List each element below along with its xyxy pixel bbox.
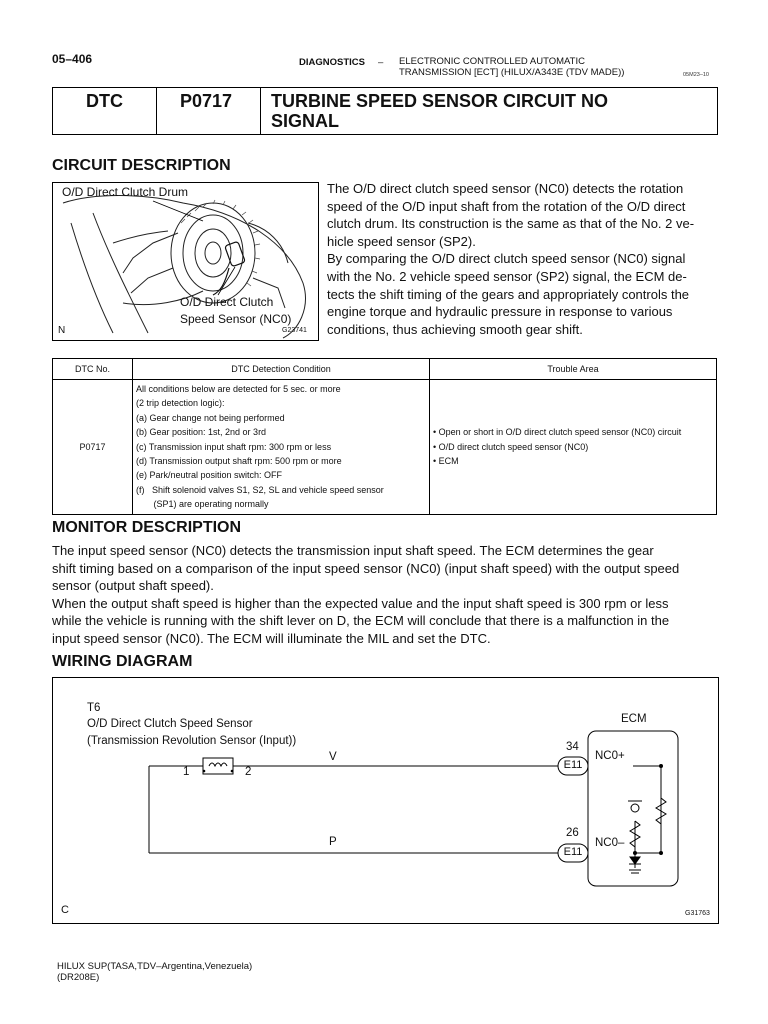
ecm-label: ECM <box>621 713 647 725</box>
table-header-row <box>53 359 717 380</box>
condition-line: (2 trip detection logic): <box>136 398 225 409</box>
diagram-figure-id: G31763 <box>685 910 710 917</box>
monitor-line: input speed sensor (NC0). The ECM will illuminate the MIL and set the DTC. <box>52 630 491 646</box>
dtc-title-line-2: SIGNAL <box>271 111 340 131</box>
monitor-line: The input speed sensor (NC0) detects the transmission input shaft speed. The ECM determines the gear <box>52 543 654 558</box>
monitor-description-heading: MONITOR DESCRIPTION <box>52 519 242 536</box>
header-trouble-area: Trouble Area <box>430 359 717 380</box>
signal-nc0-minus: NC0– <box>595 837 625 849</box>
dtc-title <box>263 88 717 134</box>
dtc-no-cell: P0717 <box>53 380 133 515</box>
monitor-description-text <box>52 542 722 648</box>
header-separator: – <box>378 57 384 68</box>
header-dtc-no: DTC No. <box>53 359 133 380</box>
dtc-title-line-1: TURBINE SPEED SENSOR CIRCUIT NO <box>271 91 609 111</box>
page-number: 05–406 <box>52 52 93 66</box>
monitor-line: while the vehicle is running with the shift lever on D, the ECM will conclude that there is a malfunction in the <box>52 613 670 629</box>
trouble-area-line: • O/D direct clutch speed sensor (NC0) <box>433 441 589 452</box>
condition-line: (d) Transmission output shaft rpm: 500 rpm or more <box>136 456 342 467</box>
wiring-schematic <box>53 678 718 923</box>
monitor-line: When the output shaft speed is higher than the expected value and the input shaft speed is 300 rpm or less <box>52 595 669 611</box>
circuit-line: By comparing the O/D direct clutch speed sensor (NC0) signal <box>327 251 686 267</box>
condition-cell <box>133 380 430 515</box>
trouble-area-line: • ECM <box>433 456 459 467</box>
sensor-sub-label: (Transmission Revolution Sensor (Input)) <box>87 735 297 747</box>
wire-color-v: V <box>329 751 337 763</box>
header-detection-condition: DTC Detection Condition <box>133 359 430 380</box>
pin-34: 34 <box>566 741 579 753</box>
circuit-line: speed of the O/D input shaft from the rotation of the O/D direct <box>327 198 686 214</box>
condition-line: (b) Gear position: 1st, 2nd or 3rd <box>136 427 267 438</box>
circuit-line: tects the shift timing of the gears and appropriately controls the <box>327 286 690 302</box>
sensor-name-label: O/D Direct Clutch Speed Sensor <box>87 718 253 730</box>
sensor-label-line-1: O/D Direct Clutch <box>180 295 274 309</box>
table-row <box>53 380 717 515</box>
connector-e11-upper: E11 <box>563 759 583 771</box>
footer-line-1: HILUX SUP(TASA,TDV–Argentina,Venezuela) <box>57 961 253 972</box>
circuit-line: The O/D direct clutch speed sensor (NC0) detects the rotation <box>327 181 684 196</box>
sensor-pin-2: 2 <box>245 766 252 778</box>
header-description-line-2: TRANSMISSION [ECT] (HILUX/A343E (TDV MADE)) <box>399 67 625 78</box>
condition-line: (a) Gear change not being performed <box>136 412 285 423</box>
header-code: 05M23–10 <box>683 72 709 78</box>
circuit-line: hicle speed sensor (SP2). <box>327 233 476 249</box>
signal-nc0-plus: NC0+ <box>595 750 625 762</box>
trouble-area-line: • Open or short in O/D direct clutch speed sensor (NC0) circuit <box>433 426 682 437</box>
circuit-description-heading: CIRCUIT DESCRIPTION <box>52 157 231 174</box>
trouble-area-cell <box>430 380 717 515</box>
condition-line: All conditions below are detected for 5 sec. or more <box>136 384 341 394</box>
dtc-code: P0717 <box>157 88 261 134</box>
circuit-description-text <box>327 180 719 338</box>
monitor-line: sensor (output shaft speed). <box>52 578 214 594</box>
circuit-line: conditions, thus achieving smooth gear shift. <box>327 321 583 337</box>
header-description <box>399 56 624 78</box>
condition-line: (e) Park/neutral position switch: OFF <box>136 470 283 481</box>
pin-26: 26 <box>566 827 579 839</box>
section-title: DIAGNOSTICS <box>299 57 365 68</box>
sensor-pin-1: 1 <box>183 766 190 778</box>
circuit-line: clutch drum. Its construction is the same as that of the No. 2 ve- <box>327 216 695 232</box>
wire-color-p: P <box>329 836 337 848</box>
sensor-illustration <box>52 182 319 341</box>
circuit-line: engine torque and hydraulic pressure in response to various <box>327 304 673 320</box>
sensor-label <box>180 294 291 328</box>
condition-line: (c) Transmission input shaft rpm: 300 rpm or less <box>136 441 332 452</box>
dtc-label: DTC <box>53 88 157 134</box>
figure-id: G23741 <box>282 327 307 334</box>
header-description-line-1: ELECTRONIC CONTROLLED AUTOMATIC <box>399 56 585 67</box>
figure-corner-letter: N <box>58 325 66 336</box>
diagram-corner-letter: C <box>61 904 69 916</box>
condition-line: (f) Shift solenoid valves S1, S2, SL and vehicle speed sensor <box>136 484 384 495</box>
dtc-table <box>52 358 717 515</box>
wiring-diagram <box>52 677 719 924</box>
footer-line-2: (DR208E) <box>57 971 100 983</box>
wiring-diagram-heading: WIRING DIAGRAM <box>52 653 193 670</box>
condition-line: (SP1) are operating normally <box>136 499 269 510</box>
monitor-line: shift timing based on a comparison of the input speed sensor (NC0) (input shaft speed) with the output speed <box>52 560 680 576</box>
sensor-id-label: T6 <box>87 702 101 714</box>
drum-label: O/D Direct Clutch Drum <box>62 185 189 199</box>
circuit-line: with the No. 2 vehicle speed sensor (SP2) signal, the ECM de- <box>327 268 687 284</box>
connector-e11-lower: E11 <box>563 846 583 858</box>
footer <box>57 962 252 983</box>
dtc-title-box <box>52 87 718 135</box>
sensor-label-line-2: Speed Sensor (NC0) <box>180 312 292 326</box>
